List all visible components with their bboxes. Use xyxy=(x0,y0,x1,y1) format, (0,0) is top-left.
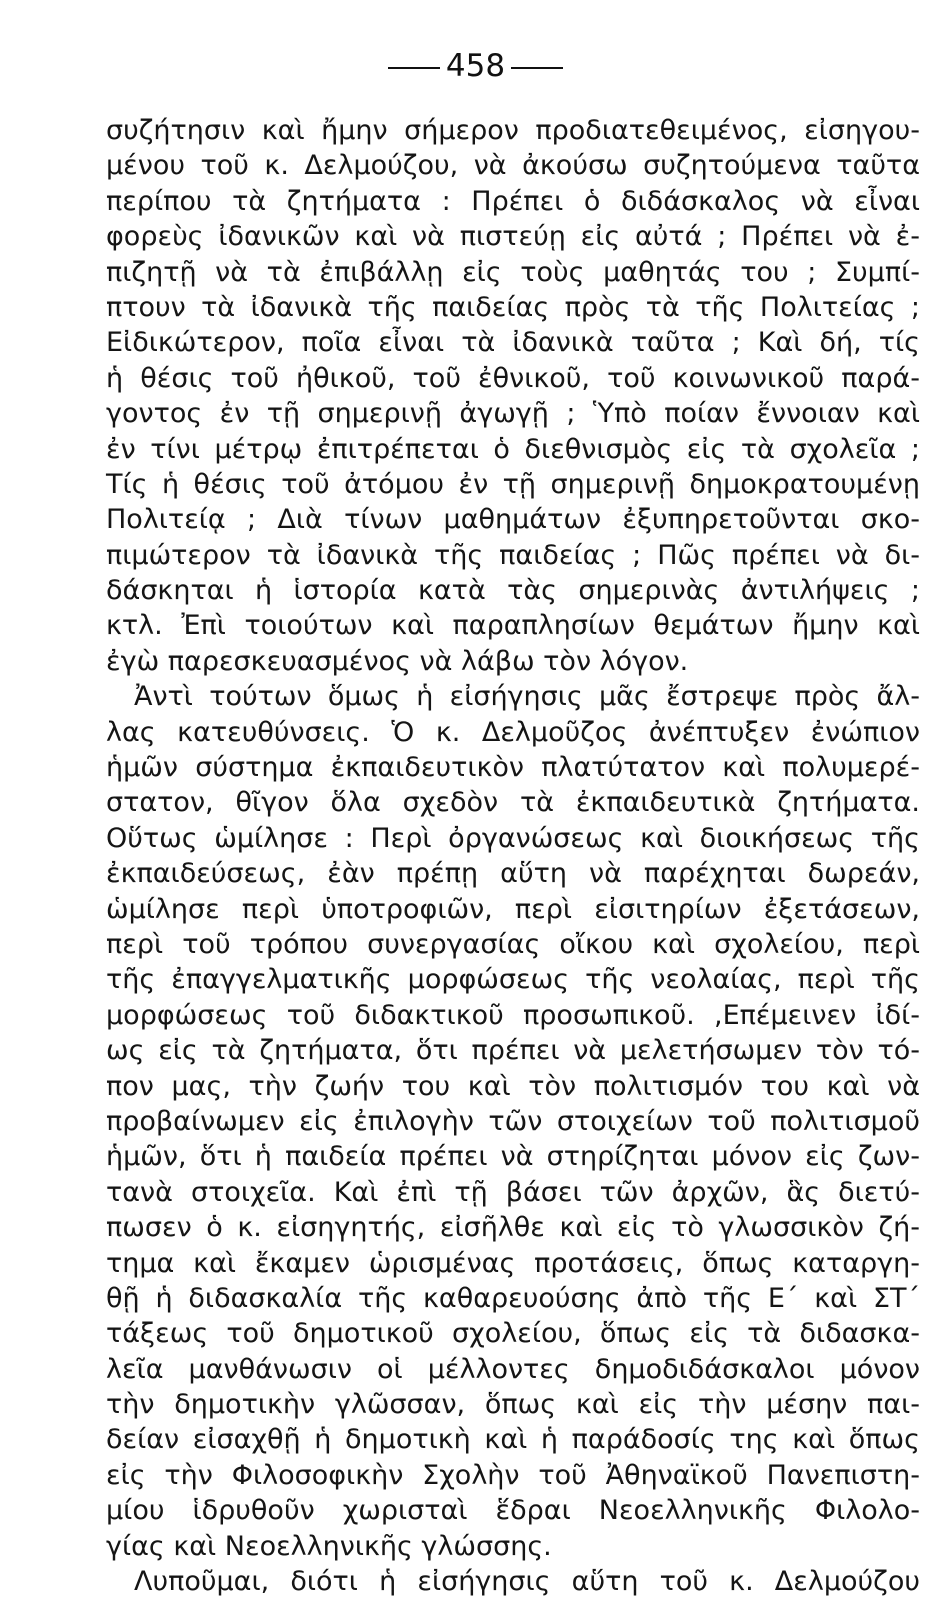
text-line: ἐκπαιδεύσεως, ἐὰν πρέπῃ αὕτη νὰ παρέχηται δωρεάν, xyxy=(106,858,920,890)
text-line: πον μας, τὴν ζωήν του καὶ τὸν πολιτισμόν του καὶ νὰ xyxy=(106,1070,920,1102)
text-line: λεῖα μανθάνωσιν οἱ μέλλοντες δημοδιδάσκαλοι μόνον xyxy=(106,1353,920,1385)
text-line: πωσεν ὁ κ. εἰσηγητής, εἰσῆλθε καὶ εἰς τὸ γλωσσικὸν ζή- xyxy=(106,1212,920,1244)
text-line: ἡμῶν, ὅτι ἡ παιδεία πρέπει νὰ στηρίζηται μόνον εἰς ζων- xyxy=(106,1141,920,1173)
text-line: δάσκηται ἡ ἱστορία κατὰ τὰς σημερινὰς ἀντιλήψεις ; xyxy=(106,575,920,607)
text-line: Εἰδικώτερον, ποῖα εἶναι τὰ ἰδανικὰ ταῦτα ; Καὶ δή, τίς xyxy=(106,327,920,359)
text-line: μένου τοῦ κ. Δελμούζου, νὰ ἀκούσω συζητούμενα ταῦτα xyxy=(106,150,920,182)
text-line: δείαν εἰσαχθῇ ἡ δημοτικὴ καὶ ἡ παράδοσίς της καὶ ὅπως xyxy=(106,1424,920,1456)
text-line: Οὕτως ὡμίλησε : Περὶ ὀργανώσεως καὶ διοικήσεως τῆς xyxy=(106,822,920,854)
text-line: Τίς ἡ θέσις τοῦ ἀτόμου ἐν τῇ σημερινῇ δημοκρατουμένῃ xyxy=(106,468,920,500)
text-line: περὶ τοῦ τρόπου συνεργασίας οἴκου καὶ σχολείου, περὶ xyxy=(106,928,920,960)
text-line: Ἀντὶ τούτων ὅμως ἡ εἰσήγησις μᾶς ἔστρεψε πρὸς ἄλ- xyxy=(134,681,920,713)
text-line: μορφώσεως τοῦ διδακτικοῦ προσωπικοῦ. ,Επέμεινεν ἰδί- xyxy=(106,999,920,1031)
text-line: στατον, θῖγον ὅλα σχεδὸν τὰ ἐκπαιδευτικὰ ζητήματα. xyxy=(106,787,920,819)
text-line: πιζητῇ νὰ τὰ ἐπιβάλλῃ εἰς τοὺς μαθητάς του ; Συμπί- xyxy=(106,256,920,288)
text-line: ἐγὼ παρεσκευασμένος νὰ λάβω τὸν λόγον. xyxy=(106,645,689,677)
text-line: φορεὺς ἰδανικῶν καὶ νὰ πιστεύῃ εἰς αὐτά ; Πρέπει νὰ ἐ- xyxy=(106,221,920,253)
page-number-dash-right xyxy=(511,67,563,69)
text-line: τῆς ἐπαγγελματικῆς μορφώσεως τῆς νεολαίας, περὶ τῆς xyxy=(106,964,920,996)
text-line: ὡμίλησε περὶ ὑποτροφιῶν, περὶ εἰσιτηρίων ἐξετάσεων, xyxy=(106,893,920,925)
page-number xyxy=(0,46,951,86)
text-line: εἰς τὴν Φιλοσοφικὴν Σχολὴν τοῦ Ἀθηναϊκοῦ Πανεπιστη- xyxy=(106,1459,920,1491)
text-line: πτουν τὰ ἰδανικὰ τῆς παιδείας πρὸς τὰ τῆς Πολιτείας ; xyxy=(106,291,920,323)
text-line: ἡμῶν σύστημα ἐκπαιδευτικὸν πλατύτατον καὶ πολυμερέ- xyxy=(106,752,920,784)
text-line: τημα καὶ ἔκαμεν ὡρισμένας προτάσεις, ὅπως καταργη- xyxy=(106,1247,920,1279)
text-line: Πολιτείᾳ ; Διὰ τίνων μαθημάτων ἐξυπηρετοῦνται σκο- xyxy=(106,504,920,536)
text-line: γίας καὶ Νεοελληνικῆς γλώσσης. xyxy=(106,1530,552,1562)
text-line: περίπου τὰ ζητήματα : Πρέπει ὁ διδάσκαλος νὰ εἶναι xyxy=(106,185,920,217)
text-line: τὴν δημοτικὴν γλῶσσαν, ὅπως καὶ εἰς τὴν μέσην παι- xyxy=(106,1389,920,1421)
text-line: προβαίνωμεν εἰς ἐπιλογὴν τῶν στοιχείων τοῦ πολιτισμοῦ xyxy=(106,1105,920,1137)
text-line: ἡ θέσις τοῦ ἠθικοῦ, τοῦ ἐθνικοῦ, τοῦ κοινωνικοῦ παρά- xyxy=(106,362,920,394)
text-line: ἐν τίνι μέτρῳ ἐπιτρέπεται ὁ διεθνισμὸς εἰς τὰ σχολεῖα ; xyxy=(106,433,920,465)
text-line: πιμώτερον τὰ ἰδανικὰ τῆς παιδείας ; Πῶς πρέπει νὰ δι- xyxy=(106,539,920,571)
text-line: γοντος ἐν τῇ σημερινῇ ἀγωγῇ ; Ὑπὸ ποίαν ἔννοιαν καὶ xyxy=(106,398,920,430)
text-line: συζήτησιν καὶ ἤμην σήμερον προδιατεθειμένος, εἰσηγου- xyxy=(106,115,920,146)
text-line: τάξεως τοῦ δημοτικοῦ σχολείου, ὅπως εἰς τὰ διδασκα- xyxy=(106,1318,920,1350)
text-line: μίου ἱδρυθοῦν χωρισταὶ ἕδραι Νεοελληνικῆς Φιλολο- xyxy=(106,1495,920,1527)
text-line: θῇ ἡ διδασκαλία τῆς καθαρευούσης ἀπὸ τῆς Ε΄ καὶ ΣΤ΄ xyxy=(106,1282,920,1314)
text-line: λας κατευθύνσεις. Ὁ κ. Δελμοῦζος ἀνέπτυξεν ἐνώπιον xyxy=(106,716,920,748)
body-text xyxy=(106,113,920,1599)
page-number-value: 458 xyxy=(445,48,506,84)
text-line: τανὰ στοιχεῖα. Καὶ ἐπὶ τῇ βάσει τῶν ἀρχῶν, ἃς διετύ- xyxy=(106,1176,920,1208)
page-number-dash-left xyxy=(388,67,440,69)
text-line: ως εἰς τὰ ζητήματα, ὅτι πρέπει νὰ μελετήσωμεν τὸν τό- xyxy=(106,1035,920,1067)
text-line: κτλ. Ἐπὶ τοιούτων καὶ παραπλησίων θεμάτων ἤμην καὶ xyxy=(106,610,920,642)
text-line: Λυποῦμαι, διότι ἡ εἰσήγησις αὕτη τοῦ κ. Δελμούζου xyxy=(134,1566,920,1598)
